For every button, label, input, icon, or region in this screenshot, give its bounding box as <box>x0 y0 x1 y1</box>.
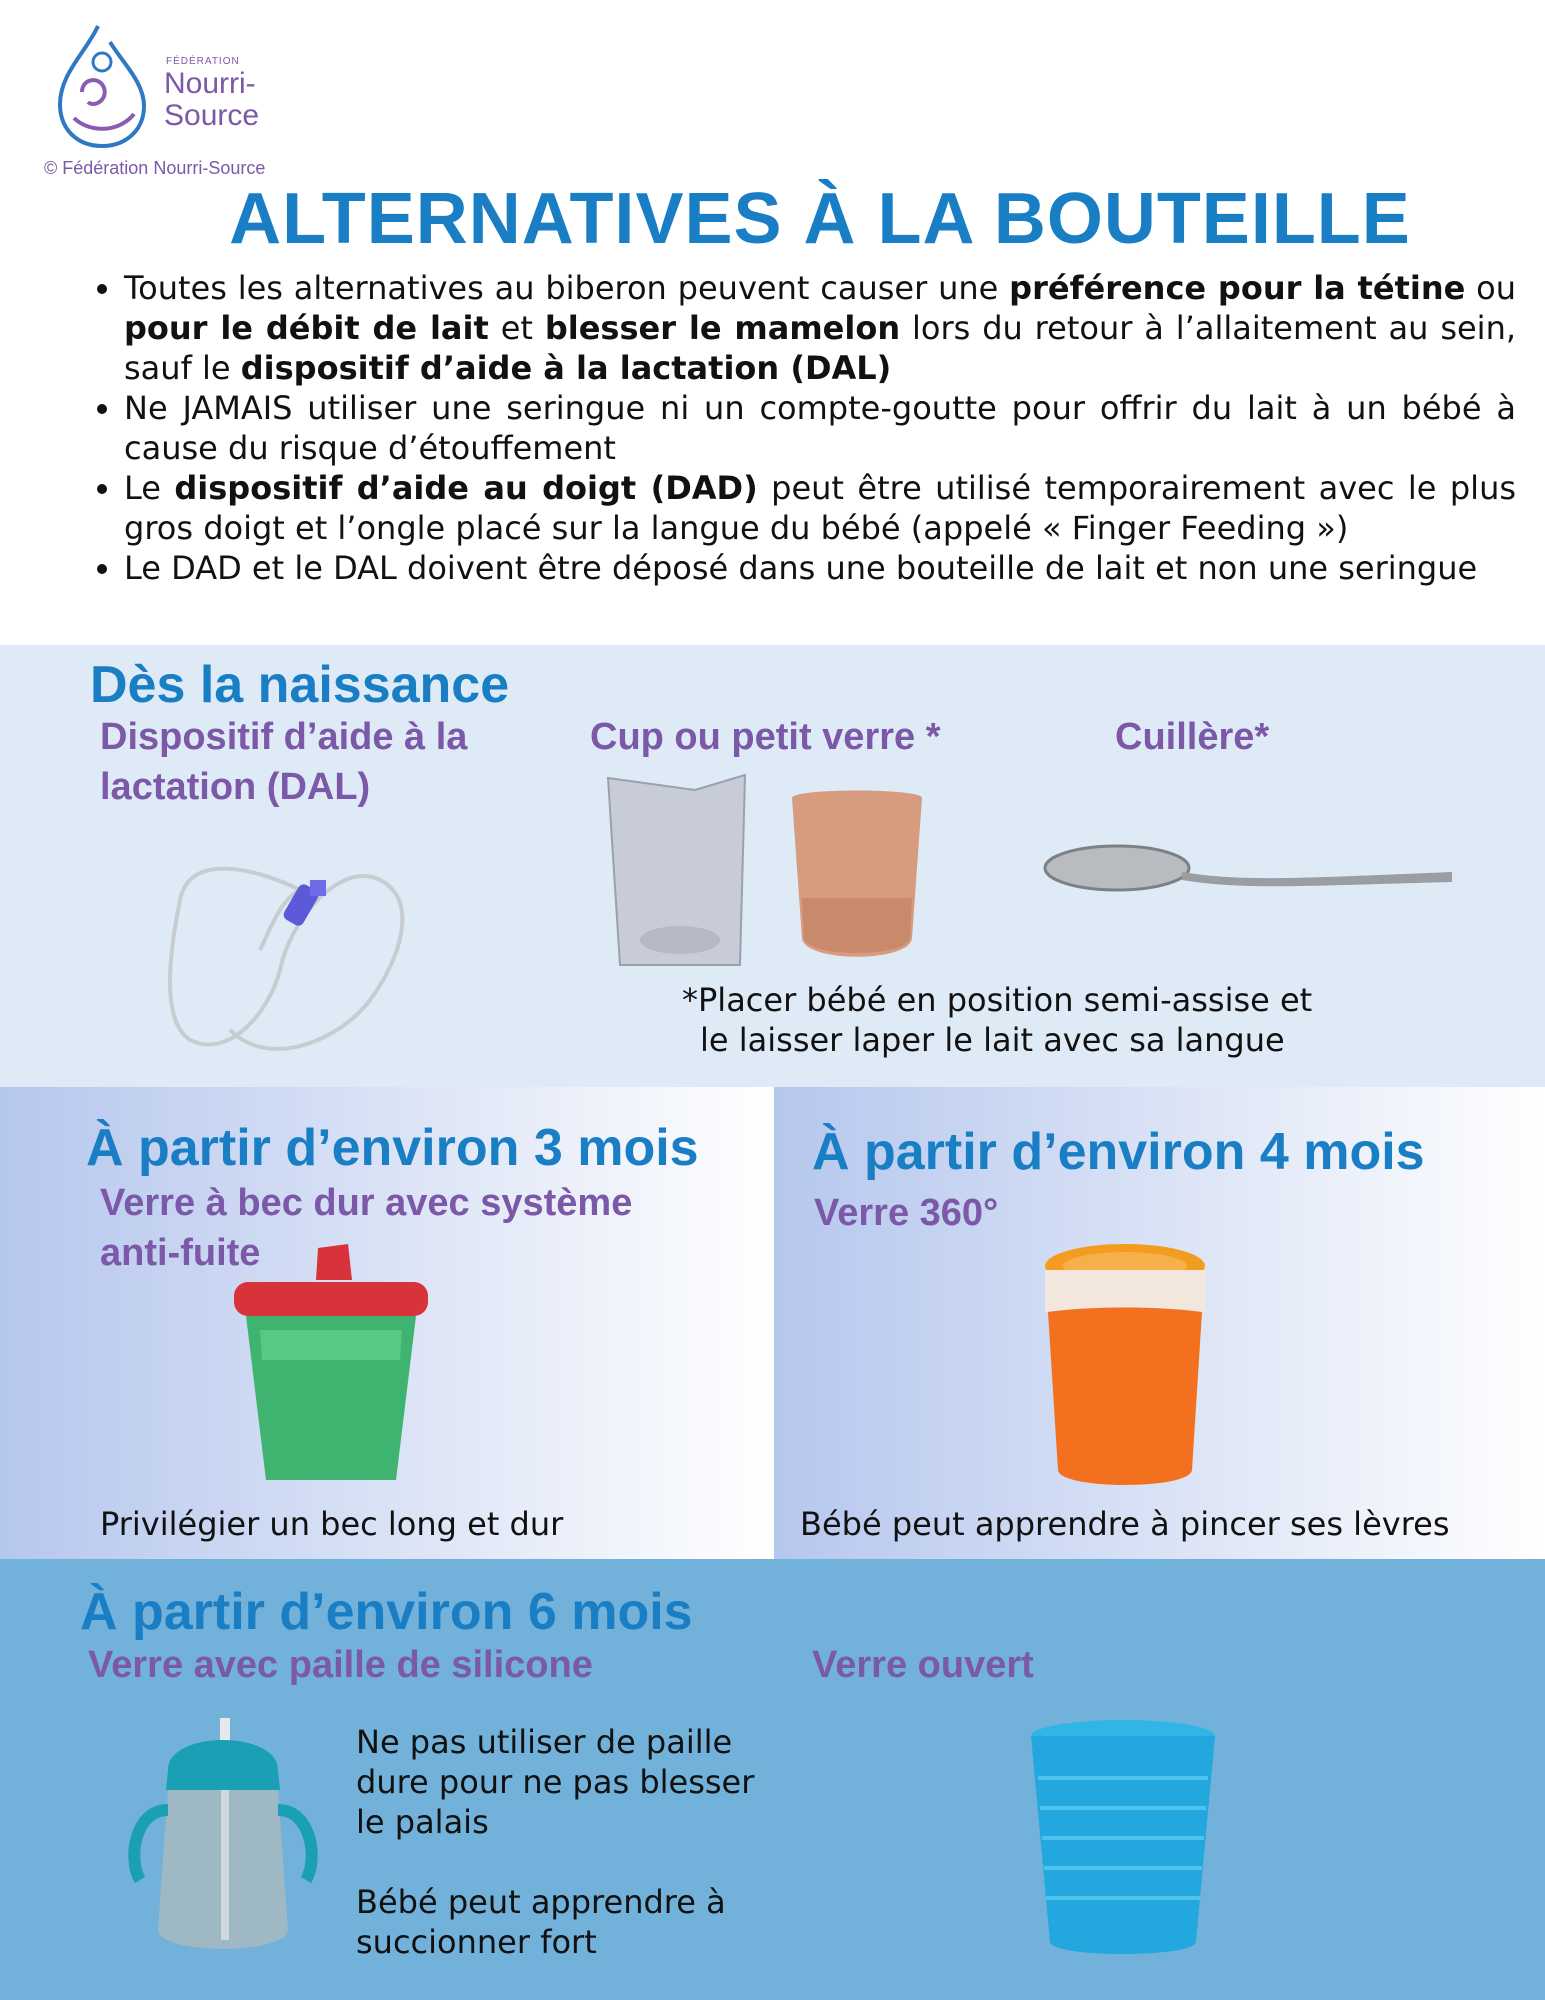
birth-note-line1: *Placer bébé en position semi-assise et <box>682 981 1313 1019</box>
copyright: © Fédération Nourri-Source <box>44 158 266 178</box>
straw-note1-line3: le palais <box>356 1803 489 1841</box>
spoon-label: Cuillère* <box>1115 716 1270 758</box>
straw-note2-line2: succionner fort <box>356 1923 597 1961</box>
logo-name-line1: Nourri- <box>164 67 256 100</box>
cup360-label: Verre 360° <box>814 1192 999 1234</box>
lactation-tube-icon <box>150 830 420 1070</box>
section-6m-heading: À partir d’environ 6 mois <box>80 1583 693 1641</box>
nourri-source-logo-icon <box>48 22 158 152</box>
bullet-item: • Ne JAMAIS utiliser une seringue ni un compte-goutte pour offrir du lait à un bébé à cause du risque d’étouffement <box>124 388 1516 468</box>
straw-cup-icon <box>128 1710 318 1960</box>
open-cup-label: Verre ouvert <box>812 1644 1034 1686</box>
logo-federation: FÉDÉRATION <box>166 56 240 67</box>
medicine-cup-icon <box>600 770 750 970</box>
section-birth-heading: Dès la naissance <box>90 656 510 714</box>
bullet-item: • Toutes les alternatives au biberon peuvent causer une préférence pour la tétine ou pour le débit de lait et blesser le mamelon lors du retour à l’allaitement au sein, sauf le dispositif d’aide à la lactation (DAL) <box>124 268 1516 388</box>
logo <box>48 22 288 152</box>
logo-name-line2: Source <box>164 99 260 132</box>
section-4m-heading: À partir d’environ 4 mois <box>812 1123 1425 1181</box>
page-title: ALTERNATIVES À LA BOUTEILLE <box>229 179 1411 259</box>
small-cup-icon <box>782 788 932 968</box>
section-3m-heading: À partir d’environ 3 mois <box>86 1119 699 1177</box>
sippy-label-line1: Verre à bec dur avec système <box>100 1182 633 1224</box>
spoon-icon <box>1042 838 1462 918</box>
straw-note1-line1: Ne pas utiliser de paille <box>356 1723 733 1761</box>
sippy-cup-icon <box>226 1240 436 1490</box>
sippy-caption: Privilégier un bec long et dur <box>100 1505 564 1543</box>
intro-bullet-list <box>88 268 1516 588</box>
birth-note-line2: le laisser laper le lait avec sa langue <box>700 1021 1285 1059</box>
cup-360-icon <box>1040 1240 1210 1490</box>
open-cup-icon <box>1028 1718 1218 1958</box>
straw-cup-label: Verre avec paille de silicone <box>88 1644 593 1686</box>
bullet-item: • Le dispositif d’aide au doigt (DAD) peut être utilisé temporairement avec le plus gros doigt et l’ongle placé sur la langue du bébé (appelé « Finger Feeding ») <box>124 468 1516 548</box>
straw-note1-line2: dure pour ne pas blesser <box>356 1763 755 1801</box>
dal-label-line2: lactation (DAL) <box>100 766 371 808</box>
straw-note2-line1: Bébé peut apprendre à <box>356 1883 726 1921</box>
cup-label: Cup ou petit verre * <box>590 716 941 758</box>
sippy-label-line2: anti-fuite <box>100 1232 261 1274</box>
dal-label-line1: Dispositif d’aide à la <box>100 716 468 758</box>
bullet-item: • Le DAD et le DAL doivent être déposé dans une bouteille de lait et non une seringue <box>124 548 1516 588</box>
cup360-caption: Bébé peut apprendre à pincer ses lèvres <box>800 1505 1450 1543</box>
